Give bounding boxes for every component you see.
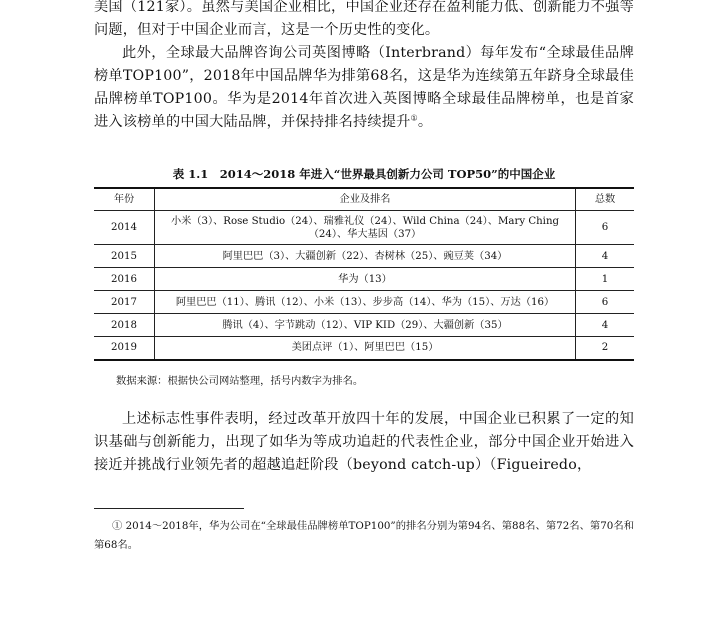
paragraph-2 [94, 42, 634, 134]
table-caption: 表 1.1 2014～2018 年进入“世界最具创新力公司 TOP50”的中国企业 [172, 167, 556, 181]
table-header-row [94, 188, 634, 211]
cell-year: 2016 [94, 268, 155, 291]
cell-total: 2 [576, 337, 635, 360]
cell-companies: 小米（3）、Rose Studio（24）、瑞雅礼仪（24）、Wild China（24）、Mary Ching（24）、华大基因（37） [155, 211, 576, 245]
cell-year: 2018 [94, 314, 155, 337]
cell-companies: 阿里巴巴（3）、大疆创新（22）、杏树林（25）、豌豆荚（34） [155, 245, 576, 268]
cell-total: 6 [576, 211, 635, 245]
header-total: 总数 [576, 188, 635, 211]
cell-companies: 华为（13） [155, 268, 576, 291]
table-row [94, 268, 634, 291]
cell-companies: 阿里巴巴（11）、腾讯（12）、小米（13）、步步高（14）、华为（15）、万达（16） [155, 291, 576, 314]
table-row [94, 314, 634, 337]
innovation-table [94, 187, 634, 361]
table-row [94, 337, 634, 360]
table-source-note: 数据来源：根据快公司网站整理，括号内数字为排名。 [116, 375, 364, 387]
paragraph-3: 上述标志性事件表明，经过改革开放四十年的发展，中国企业已积累了一定的知识基础与创新能力，出现了如华为等成功追赶的代表性企业，部分中国企业开始进入接近并挑战行业领先者的超越追赶阶段（beyond catch-up）（Figueiredo， [94, 411, 634, 473]
table-row [94, 211, 634, 245]
footnote-divider [94, 508, 244, 509]
cell-total: 4 [576, 245, 635, 268]
cell-total: 6 [576, 291, 635, 314]
cell-year: 2019 [94, 337, 155, 360]
footnote-ref[interactable]: ① [410, 113, 418, 123]
cell-total: 4 [576, 314, 635, 337]
header-year: 年份 [94, 188, 155, 211]
header-companies: 企业及排名 [155, 188, 576, 211]
paragraph-2-end: 。 [417, 114, 433, 130]
cell-companies: 腾讯（4）、字节跳动（12）、VIP KID（29）、大疆创新（35） [155, 314, 576, 337]
cell-companies: 美团点评（1）、阿里巴巴（15） [155, 337, 576, 360]
table-row [94, 291, 634, 314]
cell-total: 1 [576, 268, 635, 291]
paragraph-1: 美国（121家）。虽然与美国企业相比，中国企业还存在盈利能力低、创新能力不强等问题，但对于中国企业而言，这是一个历史性的变化。 [94, 0, 634, 38]
table-row [94, 245, 634, 268]
cell-year: 2017 [94, 291, 155, 314]
footnote: ① 2014～2018年，华为公司在“全球最佳品牌榜单TOP100”的排名分别为第94名、第88名、第72名、第70名和第68名。 [94, 520, 634, 551]
cell-year: 2014 [94, 211, 155, 245]
cell-year: 2015 [94, 245, 155, 268]
paragraph-2-text: 此外，全球最大品牌咨询公司英图博略（Interbrand）每年发布“全球最佳品牌榜单TOP100”，2018年中国品牌华为排第68名，这是华为连续第五年跻身全球最佳品牌榜单TOP100。华为是2014年首次进入英图博略全球最佳品牌榜单，也是首家进入该榜单的中国大陆品牌，并保持排名持续提升 [94, 45, 634, 130]
